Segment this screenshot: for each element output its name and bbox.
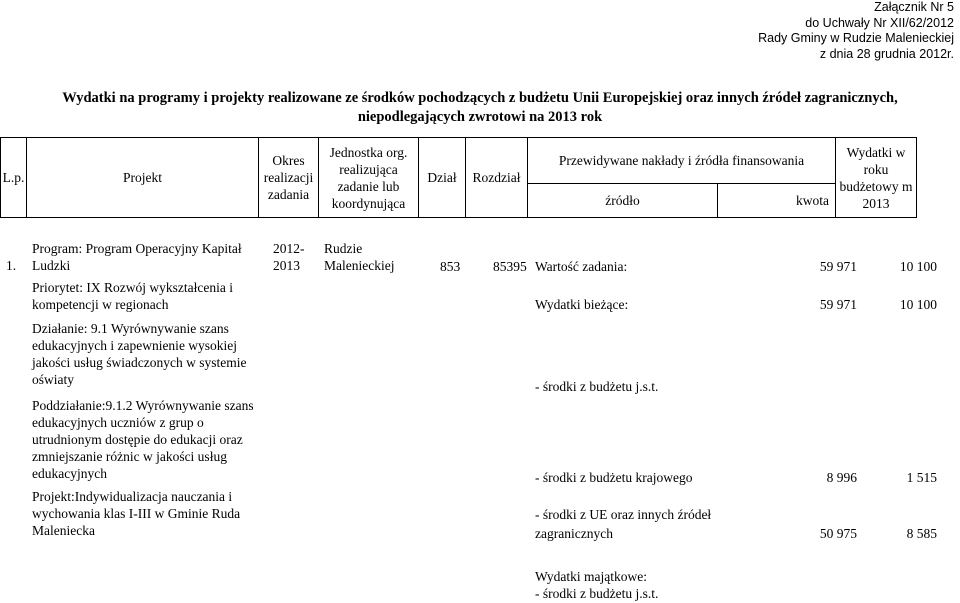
funding-source: Wartość zadania:: [535, 259, 628, 274]
header-okres: Okres realizacji zadania: [259, 138, 319, 218]
header-lp: L.p.: [1, 138, 27, 218]
funding-source: Wydatki majątkowe:: [535, 569, 648, 584]
row-project-dzialanie: Działanie: 9.1 Wyrównywanie szans edukacyjnych i zapewnienie wysokiej jakości usług świadczonych w systemie oświaty: [32, 321, 247, 387]
funding-year-amount: 8 585: [906, 526, 937, 541]
row-project-projekt: Projekt:Indywidualizacja nauczania i wychowania klas I-III w Gminie Ruda Maleniecka: [32, 489, 241, 538]
row-project-program: Program: Program Operacyjny Kapitał Ludzki: [32, 241, 242, 273]
annex-line: z dnia 28 grudnia 2012r.: [819, 46, 954, 61]
funding-source: - środki z budżetu j.s.t.: [535, 379, 659, 394]
row-dzial: 853: [440, 259, 461, 274]
funding-year-amount: 10 100: [899, 297, 937, 312]
funding-amount: 8 996: [826, 470, 857, 485]
funding-amount: 59 971: [819, 259, 857, 274]
funding-source-continued: zagranicznych: [535, 526, 613, 541]
header-kwota: kwota: [718, 184, 836, 218]
row-okres: 2012-2013: [273, 241, 305, 273]
annex-line: do Uchwały Nr XII/62/2012: [805, 15, 954, 30]
header-wydatki: Wydatki w roku budżetowy m 2013: [836, 138, 917, 218]
header-dzial: Dział: [419, 138, 466, 218]
funding-amount: 50 975: [819, 526, 857, 541]
funding-source: - środki z UE oraz innych źródeł: [535, 507, 712, 522]
document-title-line2: niepodlegających zwrotowi na 2013 rok: [357, 109, 603, 125]
annex-line: Rady Gminy w Rudzie Malenieckiej: [758, 31, 954, 46]
row-project-priorytet: Priorytet: IX Rozwój wykształcenia i kompetencji w regionach: [32, 280, 233, 312]
annex-note: [758, 0, 954, 62]
row-jednostka: Rudzie Malenieckiej: [324, 241, 395, 273]
row-lp: 1.: [6, 258, 17, 273]
header-naklady: Przewidywane nakłady i źródła finansowania: [528, 138, 836, 184]
row-rozdzial: 85395: [493, 259, 527, 274]
funding-year-amount: 10 100: [899, 259, 937, 274]
header-rozdzial: Rozdział: [466, 138, 528, 218]
funding-source: - środki z budżetu j.s.t.: [535, 586, 659, 601]
funding-amount: 59 971: [819, 297, 857, 312]
header-table: [0, 137, 917, 218]
header-jednostka: Jednostka org. realizująca zadanie lub koordynująca: [319, 138, 419, 218]
header-projekt: Projekt: [27, 138, 259, 218]
row-project-poddzialanie: Poddziałanie:9.1.2 Wyrównywanie szans edukacyjnych uczniów z grup o utrudnionym dostępie do edukacji oraz zmniejszanie różnic w jakości usług edukacyjnych: [32, 398, 254, 481]
document-title-line1: Wydatki na programy i projekty realizowane ze środków pochodzących z budżetu Unii Europejskiej oraz innych źródeł zagranicznych,: [62, 90, 898, 106]
funding-year-amount: 1 515: [906, 470, 937, 485]
header-zrodlo: źródło: [528, 184, 718, 218]
annex-line: Załącznik Nr 5: [874, 0, 954, 14]
funding-source: Wydatki bieżące:: [535, 297, 629, 312]
funding-source: - środki z budżetu krajowego: [535, 470, 693, 485]
